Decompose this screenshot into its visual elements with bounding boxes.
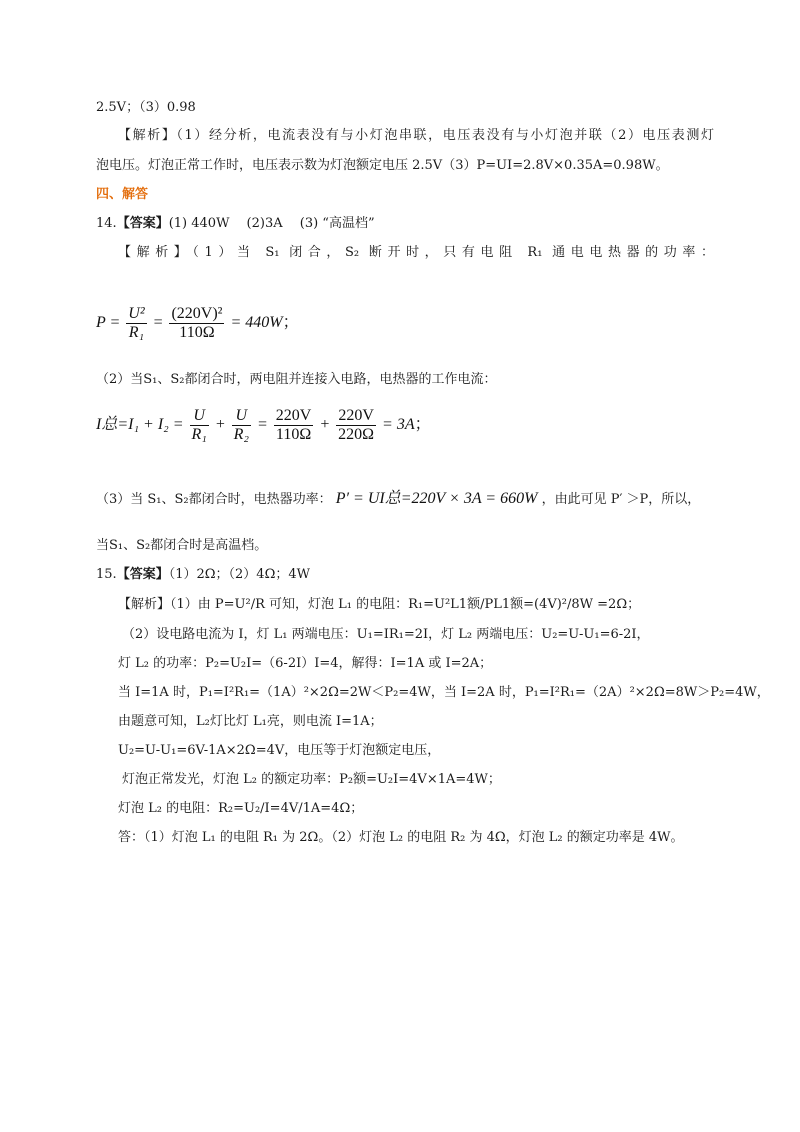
formula-rhs: = 3A [382,416,415,434]
punct: ； [414,416,431,434]
equals: = [152,314,164,332]
fraction [274,407,314,444]
numerator: 220V [336,407,376,426]
fraction [126,305,146,342]
denominator: R₁ [191,426,207,443]
fraction [190,407,209,444]
q15-line-8: 灯泡 L₂ 的电阻：R₂=U₂/I=4V/1A=4Ω； [118,801,364,816]
fraction [336,407,376,444]
q14-explanation-text: （3）当 S₁、S₂都闭合时，电热器功率： [96,492,332,507]
explanation-line-1 [118,127,714,145]
q15-line-4: 当 I=1A 时，P₁=I²R₁=（1A）²×2Ω=2W＜P₂=4W，当 I=2A 时，P₁=I²R₁=（2A）²×2Ω=8W＞P₂=4W， [118,685,770,700]
plus: + [319,416,331,434]
denominator: 110Ω [179,324,215,341]
numerator: (220V)² [171,305,223,322]
q15-line-7: 灯泡正常发光，灯泡 L₂ 的额定功率：P₂额=U₂I=4V×1A=4W； [122,772,501,787]
q15-line-5: 由题意可知，L₂灯比灯 L₁亮，则电流 I=1A； [118,714,383,729]
q14-answer-line [96,215,375,233]
explanation-line-2: 泡电压。灯泡正常工作时，电压表示数为灯泡额定电压 2.5V（3）P=UI=2.8V×0.35A=0.98W。 [96,158,669,173]
q14-explanation-line-3 [96,490,700,509]
q15-line-9: 答：（1）灯泡 L₁ 的电阻 R₁ 为 2Ω。（2）灯泡 L₂ 的电阻 R₂ 为 4Ω，灯泡 L₂ 的额定功率是 4W。 [118,830,684,845]
numerator: U² [128,305,145,322]
numerator: U [232,407,251,426]
numerator: U [190,407,209,426]
denominator: 220Ω [338,426,375,443]
q14-explanation-text: 【解析】（1）当 S₁ 闭合，S₂ 断开时，只有电阻 R₁ 通电电热器的功率： [118,245,714,260]
q15-answer: （1）2Ω；（2）4Ω；4W [168,567,310,582]
formula-power [96,305,299,342]
answer-fragment: 2.5V；（3）0.98 [96,100,196,115]
fraction [169,305,224,342]
q15-line-3: 灯 L₂ 的功率：P₂=U₂I=（6-2I）I=4，解得：I=1A 或 I=2A； [118,656,493,671]
q15-answer-label: 【答案】 [116,567,169,582]
q15-number: 15. [96,567,117,582]
denominator: R₂ [233,426,249,443]
formula-rhs: = 440W [230,314,283,332]
formula-lhs: I总=I₁ + I₂ = [96,416,184,434]
q15-answer-line [96,566,310,584]
q14-answer-label: 【答案】 [116,216,169,231]
explanation-text: 【解析】（1）经分析，电流表没有与小灯泡串联，电压表没有与小灯泡并联（2）电压表测灯 [118,128,714,143]
q14-explanation-text: ，由此可见 P′ ＞P，所以， [541,492,701,507]
fraction [232,407,251,444]
equals: = [257,416,268,434]
q14-explanation-line-2: （2）当S₁、S₂都闭合时，两电阻并连接入电路，电热器的工作电流： [96,372,497,387]
denominator: R₁ [128,324,145,341]
section-heading: 四、解答 [96,187,149,202]
formula-power-high: P′ = UI总=220V × 3A = 660W [335,490,538,507]
punct: ； [282,314,299,332]
q14-conclusion: 当S₁、S₂都闭合时是高温档。 [96,538,268,553]
plus: + [214,416,226,434]
numerator: 220V [275,407,312,424]
denominator: 110Ω [275,426,312,443]
q15-line-1: 【解析】（1）由 P=U²/R 可知，灯泡 L₁ 的电阻：R₁=U²L1额/PL1额=(4V)²/8W =2Ω； [118,597,641,612]
formula-current [96,407,431,444]
q14-answer: (1) 440W (2)3A (3) “高温档” [168,216,375,231]
q15-line-2: （2）设电路电流为 I，灯 L₁ 两端电压：U₁=IR₁=2I，灯 L₂ 两端电压：U₂=U-U₁=6-2I， [122,627,650,642]
q14-number: 14. [96,216,117,231]
q15-line-6: U₂=U-U₁=6V-1A×2Ω=4V，电压等于灯泡额定电压， [118,743,441,758]
q14-explanation-line-1 [118,244,714,262]
formula-lhs: P = [96,314,121,332]
